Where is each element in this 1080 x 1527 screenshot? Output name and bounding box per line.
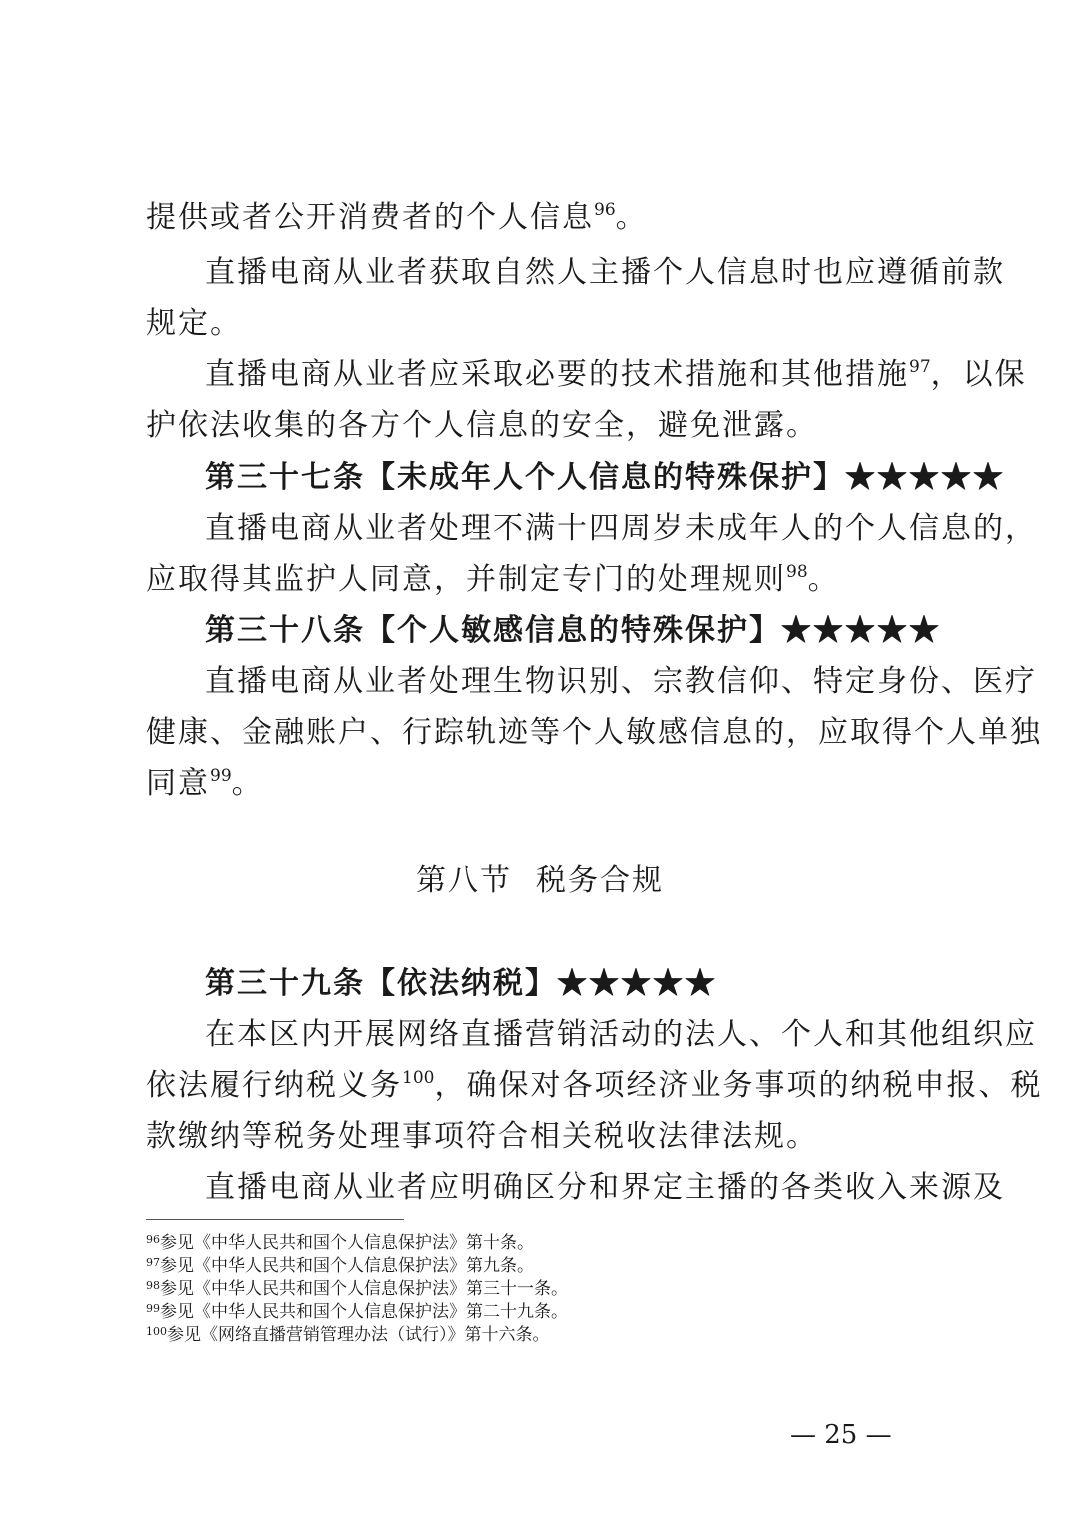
paragraph-line [146,196,946,240]
paragraph-line: 在本区内开展网络直播营销活动的法人、个人和其他组织应 [205,1017,1037,1052]
footnote-text: 参见《中华人民共和国个人信息保护法》第二十九条。 [160,1302,568,1322]
section-title [0,859,1080,903]
footnote-ref: 97 [909,357,931,377]
article-heading: 第三十八条【个人敏感信息的特殊保护】★★★★★ [205,613,941,648]
footnote-ref: 98 [786,562,808,582]
footnote [146,1232,534,1254]
paragraph-line: 款缴纳等税务处理事项符合相关税收法律法规。 [146,1119,818,1154]
paragraph-line [146,762,946,806]
article-heading: 第三十七条【未成年人个人信息的特殊保护】★★★★★ [205,460,1005,495]
footnote-number: 99 [146,1302,160,1315]
article-heading: 第三十九条【依法纳税】★★★★★ [205,966,717,1001]
paragraph-line: 直播电商从业者应明确区分和界定主播的各类收入来源及 [205,1170,1005,1205]
paragraph-text: 。 [615,200,648,235]
footnote-separator [146,1219,404,1220]
footnote-ref: 96 [594,200,616,220]
footnote-text: 参见《中华人民共和国个人信息保护法》第三十一条。 [160,1279,568,1299]
footnote-number: 98 [146,1279,160,1292]
footnote-ref: 99 [210,766,232,786]
footnote-text: 参见《中华人民共和国个人信息保护法》第十条。 [160,1233,534,1253]
paragraph-text: 应取得其监护人同意，并制定专门的处理规则 [146,562,786,597]
paragraph-text: 依法履行纳税义务 [146,1068,402,1103]
paragraph-line: 直播电商从业者处理不满十四周岁未成年人的个人信息的， [205,511,1037,546]
paragraph-text: 直播电商从业者应采取必要的技术措施和其他措施 [205,357,909,392]
footnote-text: 参见《网络直播营销管理办法（试行）》第十六条。 [167,1325,550,1345]
paragraph-line: 健康、金融账户、行踪轨迹等个人敏感信息的，应取得个人单独 [146,715,1042,750]
footnote-ref: 100 [402,1068,435,1088]
paragraph-text: 同意 [146,766,210,801]
paragraph-line [146,558,946,602]
paragraph-text: 提供或者公开消费者的个人信息 [146,200,594,235]
paragraph-text: 。 [231,766,264,801]
paragraph-line [146,1064,1043,1108]
paragraph-text: 。 [807,562,840,597]
footnote [146,1301,568,1323]
paragraph-line: 直播电商从业者处理生物识别、宗教信仰、特定身份、医疗 [205,664,1037,699]
footnote [146,1324,550,1346]
section-name: 税务合规 [536,863,664,898]
paragraph-line: 护依法收集的各方个人信息的安全，避免泄露。 [146,408,818,443]
paragraph-text: ，以保 [930,357,1027,392]
footnote-number: 97 [146,1256,160,1269]
paragraph-line: 直播电商从业者获取自然人主播个人信息时也应遵循前款 [205,255,1005,290]
footnote-text: 参见《中华人民共和国个人信息保护法》第九条。 [160,1256,534,1276]
footnote-number: 100 [146,1325,167,1338]
paragraph-line [205,353,1027,397]
paragraph-text: ，确保对各项经济业务事项的纳税申报、税 [434,1068,1043,1103]
section-number: 第八节 [416,863,512,898]
footnote [146,1278,568,1300]
paragraph-line: 规定。 [146,306,242,341]
footnote-number: 96 [146,1233,160,1246]
footnote [146,1255,534,1277]
page-number: — 25 — [790,1420,892,1450]
